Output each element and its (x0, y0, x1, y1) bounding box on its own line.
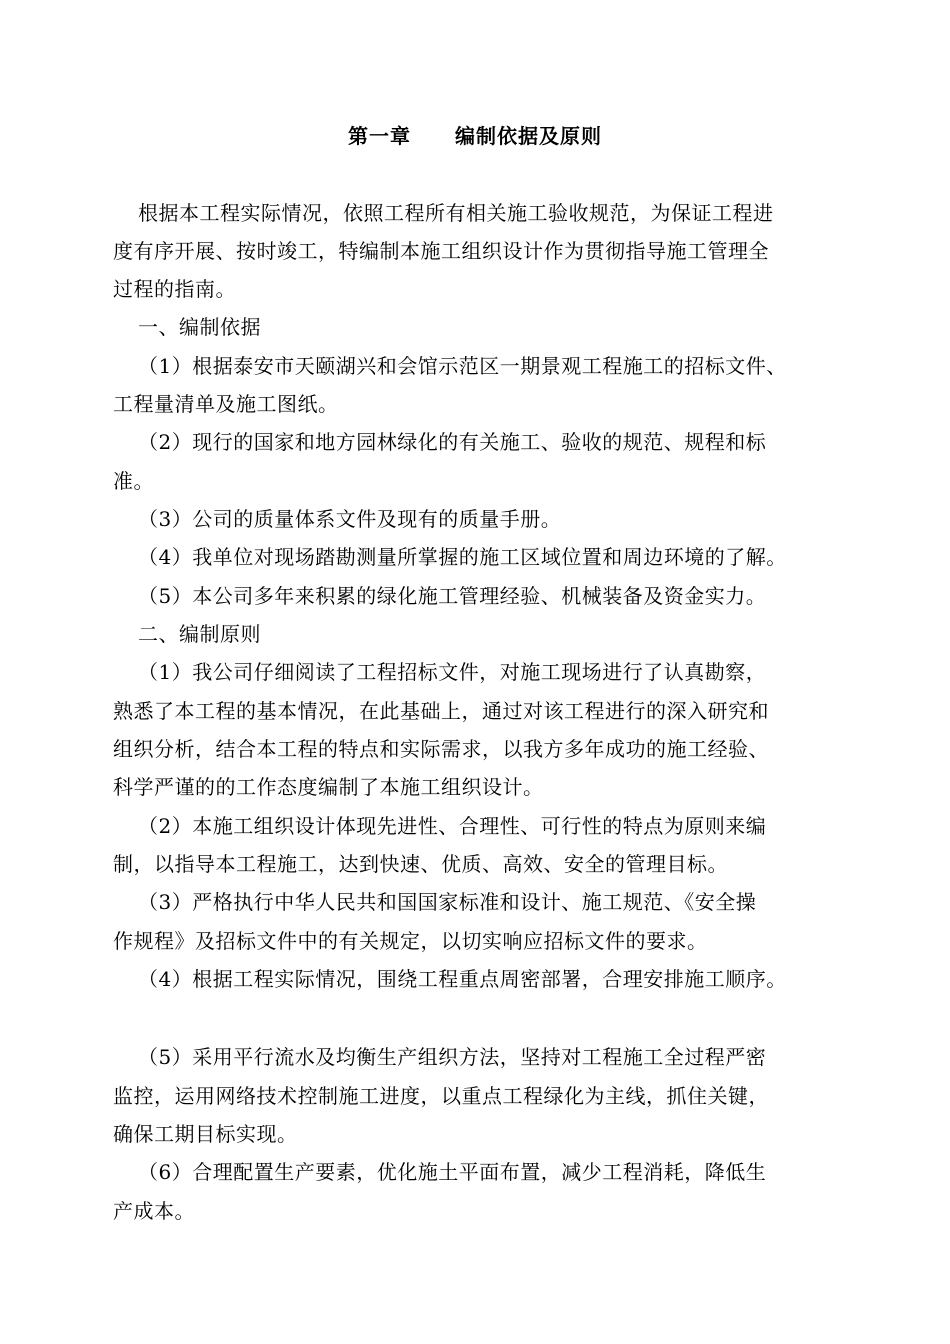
paragraph-line: 作规程》及招标文件中的有关规定，以切实响应招标文件的要求。 (113, 929, 708, 953)
chapter-heading: 编制依据及原则 (455, 124, 602, 148)
paragraph-line: 科学严谨的的工作态度编制了本施工组织设计。 (113, 775, 544, 799)
paragraph-line: 熟悉了本工程的基本情况，在此基础上，通过对该工程进行的深入研究和 (113, 699, 769, 723)
paragraph-line: 组织分析，结合本工程的特点和实际需求，以我方多年成功的施工经验、 (113, 737, 769, 761)
section-heading: 一、编制依据 (138, 315, 261, 339)
paragraph-line: （3）公司的质量体系文件及现有的质量手册。 (138, 507, 562, 531)
paragraph-line: （5）本公司多年来积累的绿化施工管理经验、机械装备及资金实力。 (138, 584, 767, 608)
paragraph-line: （5）采用平行流水及均衡生产组织方法，坚持对工程施工全过程严密 (138, 1045, 767, 1069)
paragraph-line: （2）现行的国家和地方园林绿化的有关施工、验收的规范、规程和标 (138, 430, 767, 454)
paragraph-line: 产成本。 (113, 1199, 195, 1223)
paragraph-line: （6）合理配置生产要素，优化施土平面布置，减少工程消耗，降低生 (138, 1160, 767, 1184)
paragraph-line: 准。 (113, 469, 154, 493)
paragraph-line: （4）根据工程实际情况，围绕工程重点周密部署，合理安排施工顺序。 (138, 967, 787, 991)
paragraph-line: 确保工期目标实现。 (113, 1122, 298, 1146)
paragraph-line: （2）本施工组织设计体现先进性、合理性、可行性的特点为原则来编 (138, 814, 767, 838)
paragraph-line: （4）我单位对现场踏勘测量所掌握的施工区域位置和周边环境的了解。 (138, 545, 787, 569)
paragraph-line: 工程量清单及施工图纸。 (113, 392, 339, 416)
section-heading: 二、编制原则 (138, 622, 261, 646)
chapter-number: 第一章 (348, 124, 411, 148)
paragraph-line: 制，以指导本工程施工，达到快速、优质、高效、安全的管理目标。 (113, 852, 728, 876)
paragraph-line: 根据本工程实际情况，依照工程所有相关施工验收规范，为保证工程进 (138, 201, 774, 225)
paragraph-line: 监控，运用网络技术控制施工进度，以重点工程绿化为主线，抓住关键， (113, 1084, 769, 1108)
paragraph-line: 度有序开展、按时竣工，特编制本施工组织设计作为贯彻指导施工管理全 (113, 239, 769, 263)
paragraph-line: （1）根据泰安市天颐湖兴和会馆示范区一期景观工程施工的招标文件、 (138, 354, 787, 378)
chapter-title (0, 122, 950, 150)
paragraph-line: （1）我公司仔细阅读了工程招标文件，对施工现场进行了认真勘察， (138, 660, 767, 684)
paragraph-line: 过程的指南。 (113, 277, 236, 301)
paragraph-line: （3）严格执行中华人民共和国国家标准和设计、施工规范、《安全操 (138, 890, 757, 914)
